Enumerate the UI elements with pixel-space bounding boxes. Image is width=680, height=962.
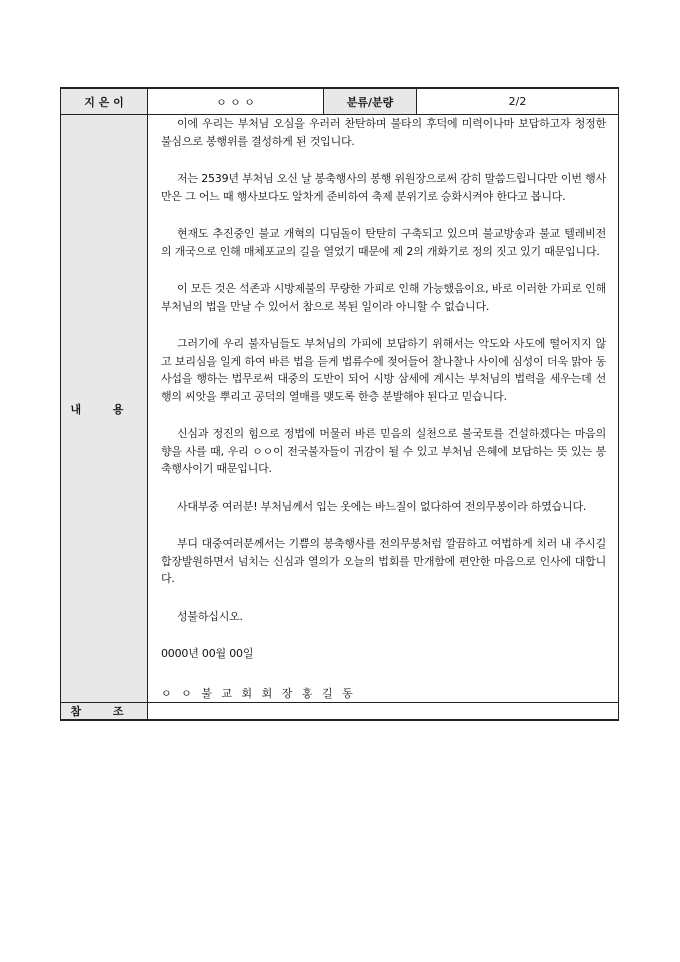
reference-label: 참 조: [70, 705, 138, 718]
paragraph: 사대부중 여러분! 부처님께서 입는 옷에는 바느질이 없다하여 전의무봉이라 하였습니다.: [177, 499, 587, 513]
content-row: [61, 115, 619, 703]
content-body: [148, 115, 619, 703]
reference-value: [148, 703, 619, 721]
paragraph: 그러기에 우리 불자님들도 부처님의 가피에 보답하기 위해서는 악도와 사도에 떨어지지 않고 보리심을 일게 하여 바른 법을 듣게 법류수에 젖어들어 찰나찰나 사이에 심성이 더욱 맑아 동사섭을 행하는 법무로써 대중의 도반이 되어 시방 삼세에 계시는 부처님의 법력을 세우는데 선행의 씨앗을 뿌리고 공덕의 열매를 맺도록 한층 분발해야 된다고 믿습니다.: [161, 337, 606, 403]
category-label: 분류/분량: [324, 88, 417, 115]
paragraph: 신심과 정진의 힘으로 정법에 머물러 바른 믿음의 실천으로 불국토를 건설하겠다는 마음의 향을 사를 때, 우리 ㅇㅇ이 전국불자들이 귀감이 될 수 있고 부처님 은혜에 보답하는 뜻 있는 봉축행사이기 때문입니다.: [161, 427, 606, 475]
paragraph: 부디 대중여러분께서는 기쁨의 봉축행사를 전의무봉처럼 깔끔하고 여법하게 치러 내 주시길 합장발원하면서 넘치는 신심과 열의가 오늘의 법회를 만개함에 편안한 마음으로 인사에 대합니다.: [161, 537, 606, 585]
paragraph: 현재도 추진중인 불교 개혁의 디딤돌이 탄탄히 구축되고 있으며 불교방송과 불교 텔레비전의 개국으로 인해 매체포교의 길을 열었기 때문에 제 2의 개화기로 정의 짓고 있기 때문입니다.: [161, 227, 606, 258]
header-row: [61, 88, 619, 115]
document-form: [60, 87, 619, 721]
closing-greeting: 성불하십시오.: [177, 609, 243, 623]
paragraph: 저는 2539년 부처님 오신 날 봉축행사의 봉행 위원장으로써 감히 말씀드립니다만 이번 행사만은 그 어느 때 행사보다도 알차게 준비하여 축제 분위기로 승화시켜야 한다고 봅니다.: [161, 172, 606, 203]
content-label: 내 용: [70, 402, 138, 416]
paragraph: 이 모든 것은 석존과 시방제불의 무량한 가피로 인해 가능했음이요, 바로 이러한 가피로 인해 부처님의 법을 만날 수 있어서 참으로 복된 일이라 아니할 수 없습니다.: [161, 282, 606, 313]
document-date: 0000년 00월 00일: [161, 647, 254, 660]
reference-label-cell: [61, 703, 148, 721]
content-label-cell: [61, 115, 148, 703]
reference-row: [61, 703, 619, 721]
signature: ㅇ ㅇ 불 교 회 회 장 홍 길 동: [161, 686, 356, 700]
author-label: 지 은 이: [61, 88, 148, 115]
paragraph: 이에 우리는 부처님 오심을 우러러 찬탄하며 불타의 후덕에 미력이나마 보답하고자 청정한 불심으로 봉행위를 결성하게 된 것입니다.: [161, 117, 606, 148]
author-value: ㅇ ㅇ ㅇ: [148, 88, 324, 115]
category-value: 2/2: [417, 88, 619, 115]
